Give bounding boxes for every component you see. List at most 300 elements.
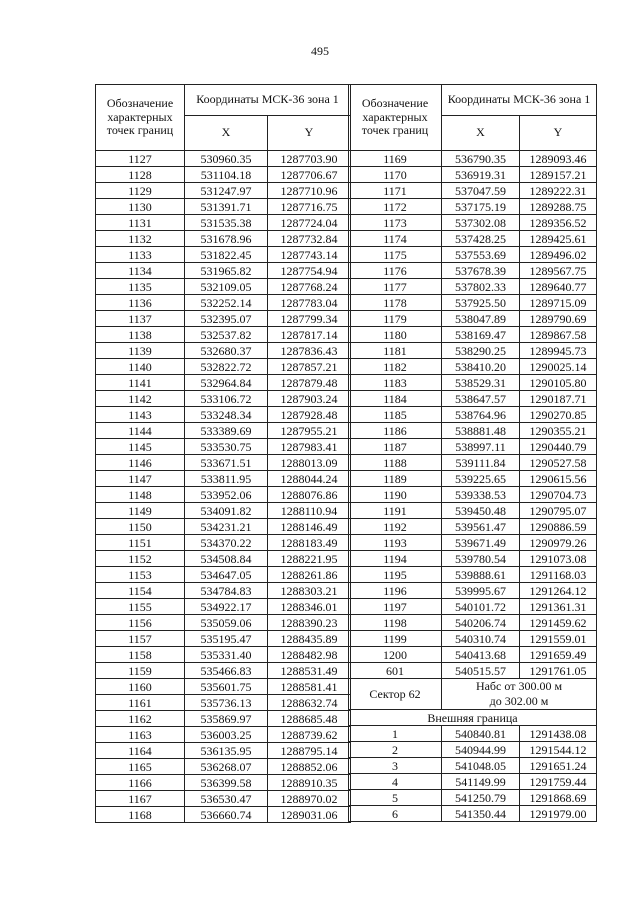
x-coordinate-cell: 533106.72 <box>185 391 268 407</box>
y-coordinate-cell: 1289157.21 <box>520 167 597 183</box>
x-coordinate-cell: 534091.82 <box>185 503 268 519</box>
y-coordinate-cell: 1288390.23 <box>268 615 351 631</box>
y-coordinate-cell: 1287703.90 <box>268 151 351 167</box>
point-id-cell: 1185 <box>349 407 442 423</box>
table-row <box>349 774 597 790</box>
table-row <box>349 359 597 375</box>
y-coordinate-cell: 1290270.85 <box>520 407 597 423</box>
x-coordinate-cell: 537553.69 <box>442 247 520 263</box>
sector-height-range <box>442 679 597 710</box>
x-coordinate-cell: 531822.45 <box>185 247 268 263</box>
y-coordinate-cell: 1291459.62 <box>520 615 597 631</box>
y-coordinate-cell: 1289425.61 <box>520 231 597 247</box>
sector-row <box>349 679 597 710</box>
point-id-cell: 1158 <box>96 647 185 663</box>
table-row <box>96 599 351 615</box>
x-coordinate-cell: 531247.97 <box>185 183 268 199</box>
table-row <box>96 535 351 551</box>
table-row <box>96 759 351 775</box>
point-id-cell: 1163 <box>96 727 185 743</box>
x-coordinate-cell: 539561.47 <box>442 519 520 535</box>
table-row <box>349 790 597 806</box>
y-coordinate-cell: 1288346.01 <box>268 599 351 615</box>
point-id-cell: 1132 <box>96 231 185 247</box>
table-row <box>349 151 597 167</box>
x-coordinate-cell: 532822.72 <box>185 359 268 375</box>
y-coordinate-cell: 1289288.75 <box>520 199 597 215</box>
x-coordinate-cell: 536399.58 <box>185 775 268 791</box>
x-coordinate-cell: 533389.69 <box>185 423 268 439</box>
table-row <box>349 758 597 774</box>
table-row <box>96 407 351 423</box>
x-coordinate-cell: 538410.20 <box>442 359 520 375</box>
point-id-cell: 1157 <box>96 631 185 647</box>
x-coordinate-cell: 532964.84 <box>185 375 268 391</box>
point-id-cell: 1183 <box>349 375 442 391</box>
x-coordinate-cell: 536919.31 <box>442 167 520 183</box>
table-row <box>349 806 597 822</box>
point-id-cell: 1180 <box>349 327 442 343</box>
x-coordinate-cell: 531965.82 <box>185 263 268 279</box>
y-coordinate-cell: 1288739.62 <box>268 727 351 743</box>
x-coordinate-cell: 534370.22 <box>185 535 268 551</box>
point-id-cell: 1141 <box>96 375 185 391</box>
x-coordinate-cell: 532537.82 <box>185 327 268 343</box>
table-row <box>349 583 597 599</box>
point-id-cell: 1131 <box>96 215 185 231</box>
point-id-cell: 1169 <box>349 151 442 167</box>
table-row <box>96 391 351 407</box>
table-row <box>349 423 597 439</box>
point-id-cell: 1189 <box>349 471 442 487</box>
y-coordinate-cell: 1287879.48 <box>268 375 351 391</box>
x-coordinate-cell: 538529.31 <box>442 375 520 391</box>
table-row <box>96 551 351 567</box>
table-row <box>349 327 597 343</box>
table-row <box>96 151 351 167</box>
point-id-cell: 1188 <box>349 455 442 471</box>
x-coordinate-cell: 539338.53 <box>442 487 520 503</box>
table-row <box>96 775 351 791</box>
table-row <box>96 695 351 711</box>
y-coordinate-cell: 1287857.21 <box>268 359 351 375</box>
table-row <box>349 311 597 327</box>
point-id-cell: 1155 <box>96 599 185 615</box>
x-coordinate-cell: 535331.40 <box>185 647 268 663</box>
point-id-cell: 1198 <box>349 615 442 631</box>
table-row <box>96 583 351 599</box>
y-coordinate-cell: 1291559.01 <box>520 631 597 647</box>
y-coordinate-cell: 1289093.46 <box>520 151 597 167</box>
left-table-body <box>96 151 351 823</box>
point-id-cell: 1167 <box>96 791 185 807</box>
x-coordinate-cell: 541149.99 <box>442 774 520 790</box>
point-id-cell: 1174 <box>349 231 442 247</box>
table-row <box>96 279 351 295</box>
x-coordinate-cell: 537802.33 <box>442 279 520 295</box>
table-row <box>96 247 351 263</box>
y-coordinate-cell: 1288632.74 <box>268 695 351 711</box>
y-coordinate-cell: 1290025.14 <box>520 359 597 375</box>
x-coordinate-cell: 536660.74 <box>185 807 268 823</box>
point-id-cell: 1138 <box>96 327 185 343</box>
point-id-cell: 1134 <box>96 263 185 279</box>
point-id-cell: 1177 <box>349 279 442 295</box>
point-id-cell: 1128 <box>96 167 185 183</box>
x-coordinate-cell: 534508.84 <box>185 551 268 567</box>
point-id-cell: 1162 <box>96 711 185 727</box>
point-id-cell: 1197 <box>349 599 442 615</box>
table-row <box>96 439 351 455</box>
y-coordinate-cell: 1288261.86 <box>268 567 351 583</box>
point-id-cell: 1148 <box>96 487 185 503</box>
table-row <box>349 231 597 247</box>
x-coordinate-cell: 532680.37 <box>185 343 268 359</box>
table-row <box>96 327 351 343</box>
table-row <box>349 215 597 231</box>
table-row <box>349 599 597 615</box>
table-row <box>349 439 597 455</box>
point-id-cell: 1136 <box>96 295 185 311</box>
table-row <box>349 663 597 679</box>
x-coordinate-cell: 540515.57 <box>442 663 520 679</box>
point-id-cell: 1173 <box>349 215 442 231</box>
x-coordinate-cell: 538047.89 <box>442 311 520 327</box>
y-coordinate-cell: 1289356.52 <box>520 215 597 231</box>
y-coordinate-cell: 1288970.02 <box>268 791 351 807</box>
y-coordinate-cell: 1287743.14 <box>268 247 351 263</box>
point-id-cell: 1192 <box>349 519 442 535</box>
point-id-cell: 1151 <box>96 535 185 551</box>
x-coordinate-cell: 535869.97 <box>185 711 268 727</box>
x-coordinate-cell: 538764.96 <box>442 407 520 423</box>
y-coordinate-cell: 1287754.94 <box>268 263 351 279</box>
y-coordinate-cell: 1288013.09 <box>268 455 351 471</box>
point-id-cell: 1 <box>349 726 442 742</box>
point-id-cell: 1182 <box>349 359 442 375</box>
y-coordinate-cell: 1289715.09 <box>520 295 597 311</box>
x-coordinate-cell: 537047.59 <box>442 183 520 199</box>
sector-habs-line2: до 302.00 м <box>489 694 549 708</box>
point-id-cell: 1171 <box>349 183 442 199</box>
table-row <box>96 199 351 215</box>
y-coordinate-cell: 1287783.04 <box>268 295 351 311</box>
table-row <box>96 711 351 727</box>
y-coordinate-cell: 1290187.71 <box>520 391 597 407</box>
y-coordinate-cell: 1288910.35 <box>268 775 351 791</box>
x-coordinate-cell: 540413.68 <box>442 647 520 663</box>
y-coordinate-cell: 1287983.41 <box>268 439 351 455</box>
right-table-body <box>349 151 597 822</box>
y-coordinate-cell: 1291761.05 <box>520 663 597 679</box>
y-coordinate-cell: 1289790.69 <box>520 311 597 327</box>
table-row <box>349 551 597 567</box>
x-coordinate-cell: 539225.65 <box>442 471 520 487</box>
x-coordinate-cell: 537678.39 <box>442 263 520 279</box>
y-coordinate-cell: 1289222.31 <box>520 183 597 199</box>
point-id-cell: 1142 <box>96 391 185 407</box>
x-coordinate-cell: 539780.54 <box>442 551 520 567</box>
point-id-cell: 1172 <box>349 199 442 215</box>
y-coordinate-cell: 1287955.21 <box>268 423 351 439</box>
point-id-cell: 1144 <box>96 423 185 439</box>
point-id-cell: 4 <box>349 774 442 790</box>
header-point-designation: Обозначение характерных точек границ <box>349 85 442 151</box>
outer-boundary-row <box>349 710 597 726</box>
point-id-cell: 1156 <box>96 615 185 631</box>
y-coordinate-cell: 1290527.58 <box>520 455 597 471</box>
point-id-cell: 1140 <box>96 359 185 375</box>
y-coordinate-cell: 1290886.59 <box>520 519 597 535</box>
y-coordinate-cell: 1288303.21 <box>268 583 351 599</box>
y-coordinate-cell: 1287928.48 <box>268 407 351 423</box>
x-coordinate-cell: 540840.81 <box>442 726 520 742</box>
x-coordinate-cell: 539450.48 <box>442 503 520 519</box>
point-id-cell: 1160 <box>96 679 185 695</box>
y-coordinate-cell: 1288044.24 <box>268 471 351 487</box>
x-coordinate-cell: 541250.79 <box>442 790 520 806</box>
x-coordinate-cell: 534647.05 <box>185 567 268 583</box>
table-row <box>349 279 597 295</box>
x-coordinate-cell: 532109.05 <box>185 279 268 295</box>
x-coordinate-cell: 533530.75 <box>185 439 268 455</box>
table-row <box>349 295 597 311</box>
table-row <box>96 167 351 183</box>
point-id-cell: 1139 <box>96 343 185 359</box>
point-id-cell: 1130 <box>96 199 185 215</box>
y-coordinate-cell: 1291544.12 <box>520 742 597 758</box>
table-row <box>96 615 351 631</box>
y-coordinate-cell: 1287768.24 <box>268 279 351 295</box>
outer-boundary-title: Внешняя граница <box>349 710 597 726</box>
y-coordinate-cell: 1288183.49 <box>268 535 351 551</box>
y-coordinate-cell: 1288482.98 <box>268 647 351 663</box>
table-row <box>349 199 597 215</box>
y-coordinate-cell: 1290704.73 <box>520 487 597 503</box>
x-coordinate-cell: 534231.21 <box>185 519 268 535</box>
table-row <box>96 679 351 695</box>
y-coordinate-cell: 1291868.69 <box>520 790 597 806</box>
y-coordinate-cell: 1291759.44 <box>520 774 597 790</box>
coordinates-table-right <box>348 84 597 822</box>
x-coordinate-cell: 535059.06 <box>185 615 268 631</box>
table-row <box>349 375 597 391</box>
y-coordinate-cell: 1287710.96 <box>268 183 351 199</box>
x-coordinate-cell: 540101.72 <box>442 599 520 615</box>
y-coordinate-cell: 1287716.75 <box>268 199 351 215</box>
point-id-cell: 1127 <box>96 151 185 167</box>
table-row <box>349 455 597 471</box>
header-y: Y <box>520 116 597 151</box>
header-coords-title: Координаты МСК-36 зона 1 <box>442 85 597 116</box>
point-id-cell: 1193 <box>349 535 442 551</box>
y-coordinate-cell: 1291361.31 <box>520 599 597 615</box>
point-id-cell: 1194 <box>349 551 442 567</box>
header-coords-title: Координаты МСК-36 зона 1 <box>185 85 351 116</box>
y-coordinate-cell: 1289496.02 <box>520 247 597 263</box>
table-row <box>96 311 351 327</box>
y-coordinate-cell: 1290440.79 <box>520 439 597 455</box>
x-coordinate-cell: 539111.84 <box>442 455 520 471</box>
y-coordinate-cell: 1289945.73 <box>520 343 597 359</box>
x-coordinate-cell: 536135.95 <box>185 743 268 759</box>
point-id-cell: 1145 <box>96 439 185 455</box>
x-coordinate-cell: 539888.61 <box>442 567 520 583</box>
table-row <box>96 231 351 247</box>
y-coordinate-cell: 1291659.49 <box>520 647 597 663</box>
y-coordinate-cell: 1291979.00 <box>520 806 597 822</box>
table-row <box>349 519 597 535</box>
x-coordinate-cell: 536530.47 <box>185 791 268 807</box>
y-coordinate-cell: 1290105.80 <box>520 375 597 391</box>
x-coordinate-cell: 534922.17 <box>185 599 268 615</box>
x-coordinate-cell: 533952.06 <box>185 487 268 503</box>
table-row <box>349 343 597 359</box>
point-id-cell: 1146 <box>96 455 185 471</box>
table-row <box>96 215 351 231</box>
table-row <box>349 615 597 631</box>
y-coordinate-cell: 1288076.86 <box>268 487 351 503</box>
page-number: 495 <box>311 44 329 58</box>
x-coordinate-cell: 538647.57 <box>442 391 520 407</box>
y-coordinate-cell: 1287836.43 <box>268 343 351 359</box>
point-id-cell: 1152 <box>96 551 185 567</box>
x-coordinate-cell: 540206.74 <box>442 615 520 631</box>
point-id-cell: 1143 <box>96 407 185 423</box>
table-row <box>96 503 351 519</box>
table-row <box>349 567 597 583</box>
x-coordinate-cell: 538290.25 <box>442 343 520 359</box>
table-row <box>96 807 351 823</box>
x-coordinate-cell: 541350.44 <box>442 806 520 822</box>
x-coordinate-cell: 535601.75 <box>185 679 268 695</box>
x-coordinate-cell: 539995.67 <box>442 583 520 599</box>
table-row <box>349 742 597 758</box>
y-coordinate-cell: 1288795.14 <box>268 743 351 759</box>
table-row <box>96 183 351 199</box>
x-coordinate-cell: 538169.47 <box>442 327 520 343</box>
x-coordinate-cell: 537925.50 <box>442 295 520 311</box>
x-coordinate-cell: 539671.49 <box>442 535 520 551</box>
point-id-cell: 1153 <box>96 567 185 583</box>
y-coordinate-cell: 1290979.26 <box>520 535 597 551</box>
table-row <box>96 375 351 391</box>
point-id-cell: 1161 <box>96 695 185 711</box>
sector-label: Сектор 62 <box>349 679 442 710</box>
point-id-cell: 1168 <box>96 807 185 823</box>
x-coordinate-cell: 531535.38 <box>185 215 268 231</box>
x-coordinate-cell: 534784.83 <box>185 583 268 599</box>
y-coordinate-cell: 1287706.67 <box>268 167 351 183</box>
y-coordinate-cell: 1291168.03 <box>520 567 597 583</box>
coordinates-table-left <box>95 84 351 823</box>
table-row <box>96 663 351 679</box>
point-id-cell: 1175 <box>349 247 442 263</box>
x-coordinate-cell: 533248.34 <box>185 407 268 423</box>
table-row <box>96 519 351 535</box>
table-row <box>349 263 597 279</box>
y-coordinate-cell: 1288435.89 <box>268 631 351 647</box>
y-coordinate-cell: 1287732.84 <box>268 231 351 247</box>
y-coordinate-cell: 1288685.48 <box>268 711 351 727</box>
x-coordinate-cell: 541048.05 <box>442 758 520 774</box>
x-coordinate-cell: 531678.96 <box>185 231 268 247</box>
point-id-cell: 3 <box>349 758 442 774</box>
point-id-cell: 1179 <box>349 311 442 327</box>
table-row <box>96 455 351 471</box>
x-coordinate-cell: 540310.74 <box>442 631 520 647</box>
table-row <box>349 726 597 742</box>
x-coordinate-cell: 536268.07 <box>185 759 268 775</box>
table-row <box>96 567 351 583</box>
point-id-cell: 1170 <box>349 167 442 183</box>
y-coordinate-cell: 1288221.95 <box>268 551 351 567</box>
y-coordinate-cell: 1290355.21 <box>520 423 597 439</box>
point-id-cell: 1154 <box>96 583 185 599</box>
table-row <box>349 247 597 263</box>
point-id-cell: 1164 <box>96 743 185 759</box>
point-id-cell: 1159 <box>96 663 185 679</box>
y-coordinate-cell: 1289640.77 <box>520 279 597 295</box>
point-id-cell: 1196 <box>349 583 442 599</box>
x-coordinate-cell: 531104.18 <box>185 167 268 183</box>
x-coordinate-cell: 535736.13 <box>185 695 268 711</box>
x-coordinate-cell: 538881.48 <box>442 423 520 439</box>
point-id-cell: 2 <box>349 742 442 758</box>
y-coordinate-cell: 1288531.49 <box>268 663 351 679</box>
x-coordinate-cell: 533811.95 <box>185 471 268 487</box>
y-coordinate-cell: 1290795.07 <box>520 503 597 519</box>
point-id-cell: 1137 <box>96 311 185 327</box>
point-id-cell: 1129 <box>96 183 185 199</box>
x-coordinate-cell: 538997.11 <box>442 439 520 455</box>
header-x: X <box>442 116 520 151</box>
table-row <box>349 183 597 199</box>
x-coordinate-cell: 533671.51 <box>185 455 268 471</box>
y-coordinate-cell: 1288146.49 <box>268 519 351 535</box>
table-row <box>349 535 597 551</box>
point-id-cell: 1184 <box>349 391 442 407</box>
point-id-cell: 1178 <box>349 295 442 311</box>
x-coordinate-cell: 537302.08 <box>442 215 520 231</box>
table-row <box>96 263 351 279</box>
x-coordinate-cell: 532252.14 <box>185 295 268 311</box>
point-id-cell: 1165 <box>96 759 185 775</box>
point-id-cell: 5 <box>349 790 442 806</box>
point-id-cell: 1195 <box>349 567 442 583</box>
point-id-cell: 1149 <box>96 503 185 519</box>
table-row <box>349 487 597 503</box>
point-id-cell: 1200 <box>349 647 442 663</box>
x-coordinate-cell: 532395.07 <box>185 311 268 327</box>
y-coordinate-cell: 1287724.04 <box>268 215 351 231</box>
x-coordinate-cell: 537428.25 <box>442 231 520 247</box>
y-coordinate-cell: 1290615.56 <box>520 471 597 487</box>
point-id-cell: 1133 <box>96 247 185 263</box>
y-coordinate-cell: 1288852.06 <box>268 759 351 775</box>
x-coordinate-cell: 535466.83 <box>185 663 268 679</box>
table-row <box>96 423 351 439</box>
point-id-cell: 1187 <box>349 439 442 455</box>
table-row <box>96 727 351 743</box>
x-coordinate-cell: 540944.99 <box>442 742 520 758</box>
y-coordinate-cell: 1288110.94 <box>268 503 351 519</box>
table-row <box>349 407 597 423</box>
y-coordinate-cell: 1288581.41 <box>268 679 351 695</box>
x-coordinate-cell: 536003.25 <box>185 727 268 743</box>
x-coordinate-cell: 537175.19 <box>442 199 520 215</box>
point-id-cell: 1150 <box>96 519 185 535</box>
